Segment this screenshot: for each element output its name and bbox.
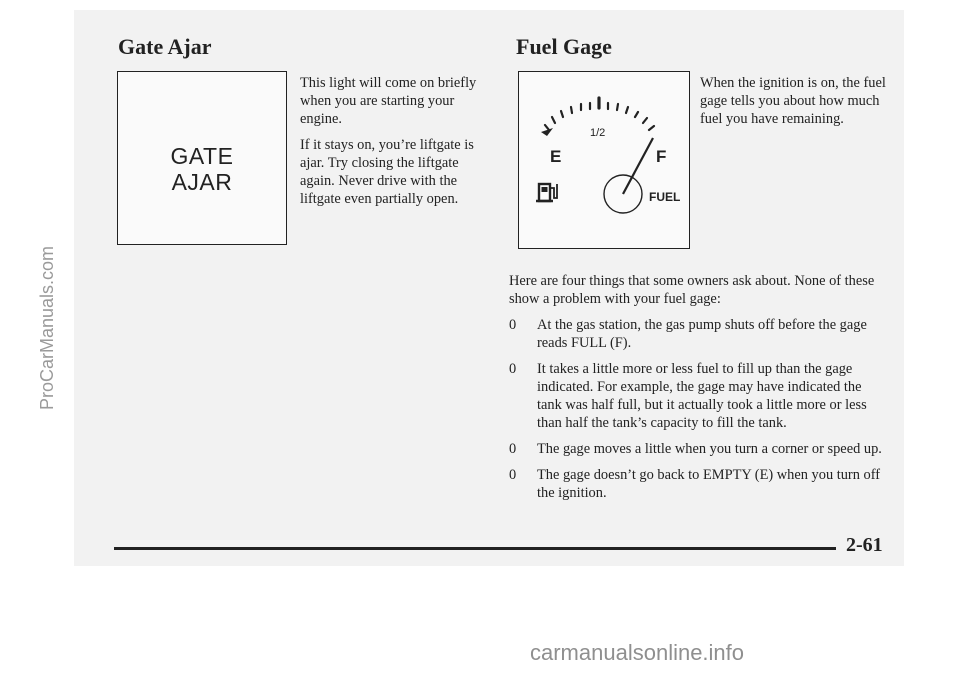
bullet-text: The gage moves a little when you turn a corner or speed up. [537, 441, 882, 457]
fuel-gage-illustration [518, 71, 690, 249]
gate-ajar-lamp-illustration [117, 71, 287, 245]
fuel-gauge-dial [519, 72, 691, 250]
bullet-text: At the gas station, the gas pump shuts off before the gage reads FULL (F). [537, 317, 867, 351]
gauge-empty-label: E [550, 147, 562, 166]
fuel-gage-bullet-4 [509, 466, 889, 502]
bullet-text: It takes a little more or less fuel to fill up than the gage indicated. For example, the gage may have indicated the tank was half full, but it actually took a little more or less than half the tank’s capacity to fill the tank. [537, 361, 867, 431]
fuel-gage-bullet-3 [509, 440, 889, 458]
bullet-marker: 0 [509, 467, 517, 483]
footer-rule [114, 547, 836, 550]
bullet-marker: 0 [509, 361, 517, 377]
bullet-text: The gage doesn’t go back to EMPTY (E) when you turn off the ignition. [537, 467, 881, 501]
bullet-marker: 0 [509, 317, 517, 333]
gate-ajar-heading: Gate Ajar [118, 34, 212, 59]
fuel-pump-icon [536, 184, 557, 201]
fuel-gage-bullet-2 [509, 360, 889, 432]
gauge-full-label: F [656, 147, 667, 166]
bullet-marker: 0 [509, 441, 517, 457]
gauge-tick-marks [545, 98, 654, 130]
page-number: 2-61 [846, 534, 883, 556]
side-watermark: ProCarManuals.com [37, 245, 57, 410]
gate-ajar-paragraph-2: If it stays on, you’re liftgate is ajar. Try closing the liftgate again. Never drive with the liftgate even partially open. [300, 137, 474, 207]
lamp-text-line1: GATE [170, 143, 234, 169]
fuel-gage-intro: When the ignition is on, the fuel gage tells you about how much fuel you have remaining. [700, 75, 886, 127]
bottom-watermark: carmanualsonline.info [530, 640, 745, 665]
gauge-fuel-label: FUEL [649, 190, 681, 204]
fuel-gage-lead: Here are four things that some owners ask about. None of these show a problem with your fuel gage: [509, 273, 875, 307]
lamp-text-line2: AJAR [171, 169, 233, 195]
fuel-gage-bullet-1 [509, 316, 889, 352]
gate-ajar-paragraph-1: This light will come on briefly when you are starting your engine. [300, 75, 477, 127]
gauge-half-label: 1/2 [590, 127, 606, 139]
gate-ajar-description [300, 74, 490, 216]
fuel-gage-heading: Fuel Gage [516, 34, 612, 59]
gauge-needle [623, 138, 653, 194]
fuel-gage-notes [509, 272, 889, 510]
